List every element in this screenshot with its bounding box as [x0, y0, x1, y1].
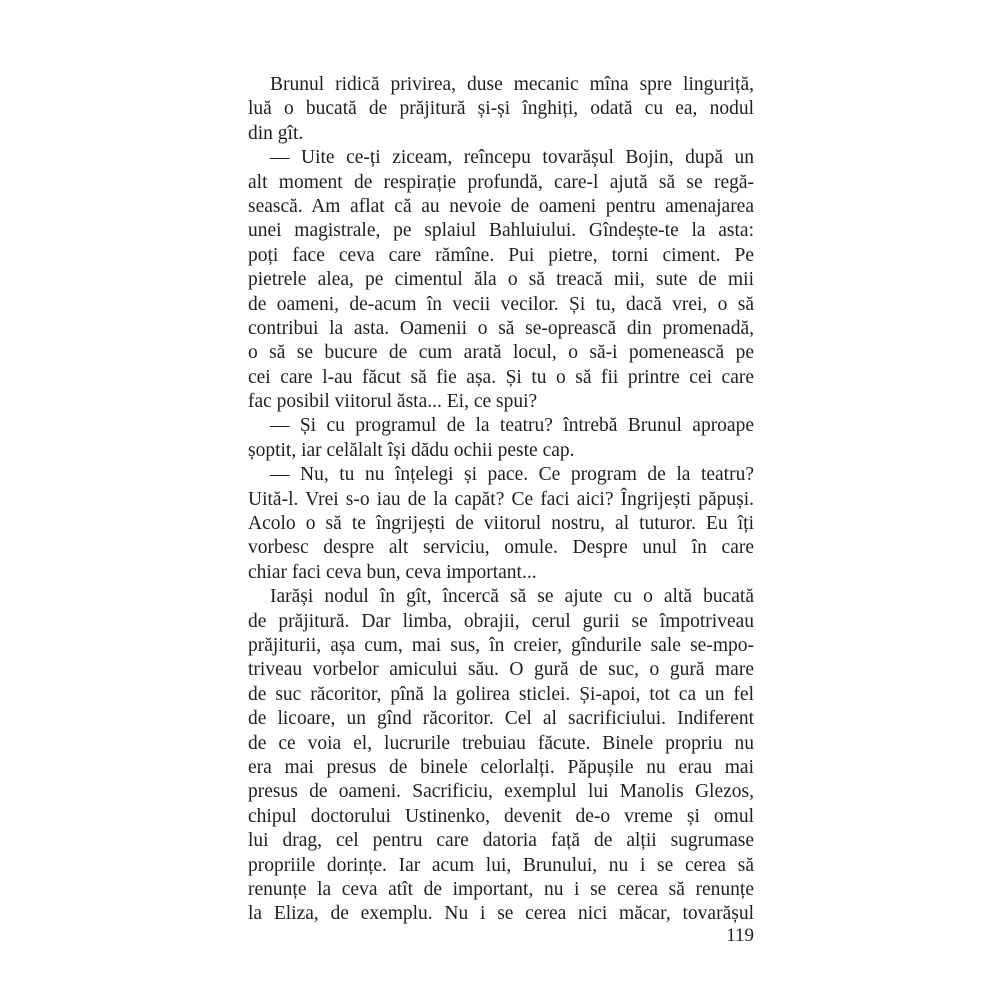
- text-line: propriile dorințe. Iar acum lui, Brunului, nu i se cerea să: [248, 854, 754, 876]
- text-line: chiar faci ceva bun, ceva important...: [248, 561, 537, 583]
- text-line: — Și cu programul de la teatru? întrebă Brunul aproape: [270, 415, 754, 437]
- text-line: triveau vorbelor amicului său. O gură de suc, o gură mare: [248, 659, 754, 681]
- text-line: fac posibil viitorul ăsta... Ei, ce spui?: [248, 391, 538, 413]
- text-line: Brunul ridică privirea, duse mecanic mîna spre linguriță,: [270, 74, 754, 95]
- text-line: la Eliza, de exemplu. Nu i se cerea nici măcar, tovarășul: [248, 903, 754, 925]
- text-line: — Uite ce-ți ziceam, reîncepu tovarășul Bojin, după un: [270, 147, 754, 169]
- text-line: Acolo o să te îngrijești de viitorul nostru, al tuturor. Eu îți: [248, 513, 754, 535]
- text-line: o să se bucure de cum arată locul, o să-i pomenească pe: [248, 342, 754, 364]
- text-line: de ce voia el, lucrurile trebuiau făcute. Binele propriu nu: [248, 732, 754, 754]
- text-line: contribui la asta. Oamenii o să se-oprească din promenadă,: [248, 317, 754, 339]
- text-line: — Nu, tu nu înțelegi și pace. Ce program de la teatru?: [270, 464, 754, 486]
- text-line: de licoare, un gînd răcoritor. Cel al sacrificiului. Indiferent: [248, 708, 754, 730]
- text-line: chipul doctorului Ustinenko, devenit de-o vreme și omul: [248, 805, 754, 827]
- text-line: poți face ceva care rămîne. Pui pietre, torni ciment. Pe: [248, 244, 754, 266]
- page-number: 119: [726, 925, 754, 946]
- text-line: prăjiturii, așa cum, mai sus, în creier, gîndurile sale se-mpo-: [248, 634, 754, 656]
- text-line: din gît.: [248, 122, 304, 144]
- text-line: sească. Am aflat că au nevoie de oameni pentru amenajarea: [248, 195, 754, 217]
- page-body-text: [248, 73, 754, 927]
- text-line: Uită-l. Vrei s-o iau de la capăt? Ce faci aici? Îngrijești păpuși.: [248, 488, 754, 510]
- text-line: presus de oameni. Sacrificiu, exemplul lui Manolis Glezos,: [248, 781, 754, 803]
- text-line: luă o bucată de prăjitură și-și înghiți, odată cu ea, nodul: [248, 98, 754, 120]
- text-line: unei magistrale, pe splaiul Bahluiului. Gîndește-te la asta:: [248, 220, 754, 242]
- text-line: alt moment de respirație profundă, care-l ajută să se regă-: [248, 171, 754, 193]
- text-line: de oameni, de-acum în vecii vecilor. Și tu, dacă vrei, o să: [248, 293, 754, 315]
- text-line: de suc răcoritor, pînă la golirea sticlei. Și-apoi, tot ca un fel: [248, 683, 754, 705]
- text-line: lui drag, cel pentru care datoria față de alții sugrumase: [248, 830, 754, 852]
- text-line: renunțe la ceva atît de important, nu i se cerea să renunțe: [248, 878, 754, 900]
- text-line: de prăjitură. Dar limba, obrajii, cerul gurii se împotriveau: [248, 610, 754, 632]
- text-line: Iarăși nodul în gît, încercă să se ajute cu o altă bucată: [270, 586, 754, 608]
- text-line: cei care l-au făcut să fie așa. Și tu o să fii printre cei care: [248, 366, 754, 388]
- text-line: șoptit, iar celălalt își dădu ochii peste cap.: [248, 439, 575, 461]
- text-line: vorbesc despre alt serviciu, omule. Despre unul în care: [248, 537, 754, 559]
- text-line: pietrele alea, pe cimentul ăla o să treacă mii, sute de mii: [248, 269, 754, 291]
- text-line: era mai presus de binele celorlalți. Păpușile nu erau mai: [248, 756, 754, 778]
